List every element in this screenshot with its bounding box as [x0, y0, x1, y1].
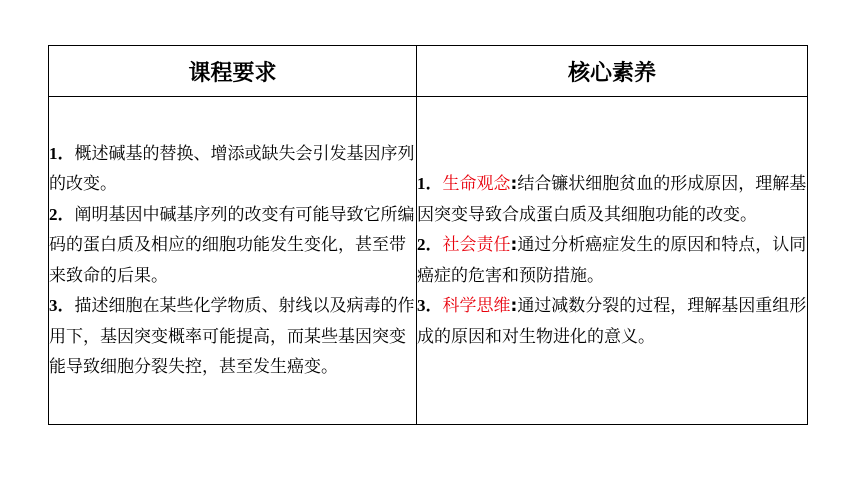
- item-number: 2．: [49, 204, 75, 224]
- item-number: 2．: [417, 235, 443, 254]
- header-course-requirements: 课程要求: [49, 46, 417, 97]
- item-number: 3．: [49, 296, 75, 315]
- item-text: 通过减数分裂的过程，理解基因重组形成的原因和对生物进化的意义。: [417, 296, 807, 347]
- item-text: 阐明基因中碱基序列的改变有可能导致它所编码的蛋白质及相应的细胞功能发生变化，甚至带来致命的后果。: [49, 204, 415, 286]
- competency-item-1: [417, 169, 807, 230]
- item-number: 3．: [417, 296, 443, 315]
- header-core-competencies: 核心素养: [417, 46, 808, 97]
- course-requirements-cell: [49, 97, 417, 425]
- item-text: 结合镰状细胞贫血的形成原因，理解基因突变导致合成蛋白质及其细胞功能的改变。: [417, 174, 807, 225]
- tag-colon: :: [510, 174, 518, 194]
- item-text: 通过分析癌症发生的原因和特点，认同癌症的危害和预防措施。: [417, 235, 807, 286]
- tag-colon: :: [510, 235, 518, 255]
- competency-tag: 科学思维: [442, 296, 511, 316]
- requirement-item-3: [49, 291, 416, 383]
- core-competencies-cell: [417, 97, 808, 425]
- item-number: 1．: [49, 143, 75, 163]
- item-text: 概述碱基的替换、增添或缺失会引发基因序列的改变。: [49, 143, 415, 194]
- content-row: [49, 97, 808, 425]
- requirements-table: [48, 45, 808, 425]
- competency-item-3: [417, 291, 807, 352]
- tag-colon: :: [510, 296, 518, 316]
- item-number: 1．: [417, 174, 443, 193]
- competency-item-2: [417, 230, 807, 291]
- header-row: [49, 46, 808, 97]
- competency-tag: 社会责任: [442, 235, 511, 255]
- requirement-item-1: [49, 139, 416, 200]
- competency-tag: 生命观念: [442, 174, 511, 194]
- requirement-item-2: [49, 200, 416, 292]
- item-text: 描述细胞在某些化学物质、射线以及病毒的作用下，基因突变概率可能提高，而某些基因突变能导致细胞分裂失控，甚至发生癌变。: [49, 296, 415, 377]
